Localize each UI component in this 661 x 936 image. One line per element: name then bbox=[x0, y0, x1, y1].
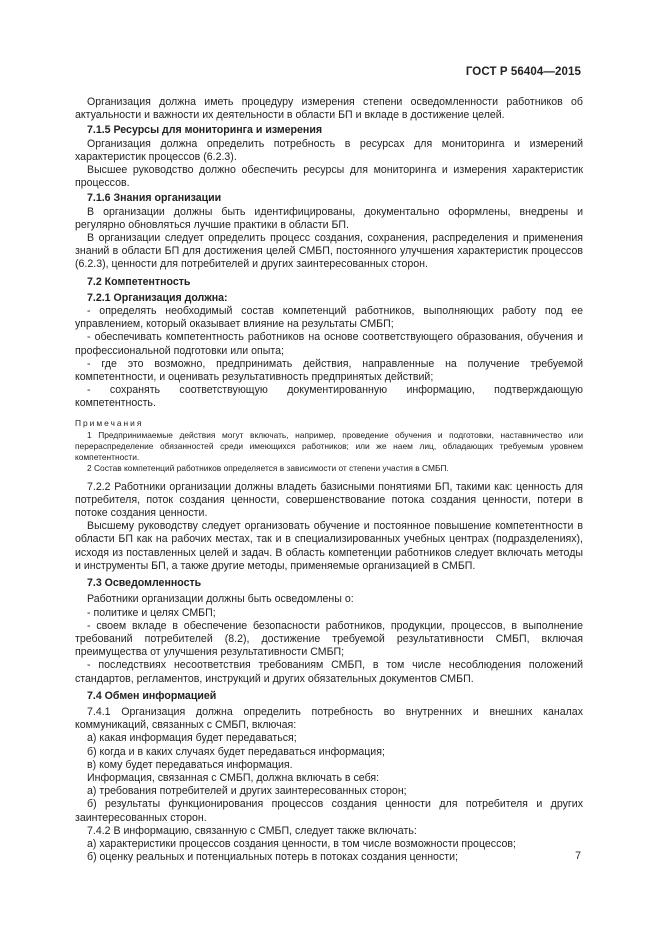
list-item: - где это возможно, предпринимать действия, направленные на получение требуемой компетентности, и оценивать результативность предпринятых действий; bbox=[75, 357, 583, 384]
paragraph: Высшему руководству следует организовать обучение и постоянное повышение компетентности в области БП как на рабочих местах, так и в специализированных учебных центрах (подразделениях), исходя из поставленных целей и задач. В область компетенции работников следует включать методы и инструменты БП, а также другие методы, применяемые организацией в СМБП. bbox=[75, 520, 583, 572]
paragraph: 7.4.2 В информацию, связанную с СМБП, следует также включать: bbox=[87, 824, 417, 837]
paragraph: 7.2.2 Работники организации должны владеть базисными понятиями БП, такими как: ценность для потребителя, поток создания ценности, совершенствование потока создания ценности, потери в потоке создания ценности. bbox=[75, 480, 583, 520]
list-item: б) когда и в каких случаях будет передаваться информация; bbox=[87, 745, 385, 758]
list-item: а) требования потребителей и других заинтересованных сторон; bbox=[87, 785, 407, 798]
paragraph: В организации должны быть идентифицированы, документально оформлены, внедрены и регулярно обновляться лучшие практики в области БП. bbox=[75, 205, 583, 231]
note: 2 Состав компетенций работников определяется в зависимости от степени участия в СМБП. bbox=[87, 462, 449, 473]
list-item: б) оценку реальных и потенциальных потерь в потоках создания ценности; bbox=[87, 851, 458, 864]
list-item: - обеспечивать компетентность работников на основе соответствующего образования, обучения и профессиональной подготовки или опыта; bbox=[75, 331, 583, 357]
note: 1 Предпринимаемые действия могут включать, например, проведение обучения и подготовки, наставничество или перераспределение обязанностей среди имеющихся работников; или же наем лиц, обладающих требуемым уровнем компетентности. bbox=[75, 429, 583, 462]
document-header: ГОСТ Р 56404—2015 bbox=[465, 66, 581, 78]
paragraph: Организация должна иметь процедуру измерения степени осведомленности работников об актуальности и важности их деятельности в области БП и вкладе в достижение целей. bbox=[75, 96, 583, 122]
list-item: - своем вкладе в обеспечение безопасности работников, продукции, процессов, в выполнение требований потребителей (8.2), достижение требуемой результативности СМБП, включая преимущества от улучшения результативности СМБП; bbox=[75, 619, 583, 659]
list-item: - сохранять соответствующую документированную информацию, подтверждающую компетентность. bbox=[75, 384, 583, 410]
list-item: - последствиях несоответствия требованиям СМБП, в том числе несоблюдения положений стандартов, регламентов, инструкций и других обязательных документов СМБП. bbox=[75, 659, 583, 685]
list-item: а) характеристики процессов создания ценности, в том числе возможности процессов; bbox=[87, 837, 516, 850]
document-body bbox=[75, 96, 583, 864]
paragraph: Организация должна определить потребность в ресурсах для мониторинга и измерений характеристик процессов (6.2.3). bbox=[75, 137, 583, 163]
paragraph: Высшее руководство должно обеспечить ресурсы для мониторинга и измерения характеристик процессов. bbox=[75, 164, 583, 190]
section-heading-7-2-1: 7.2.1 Организация должна: bbox=[87, 291, 228, 304]
section-heading-7-1-6: 7.1.6 Знания организации bbox=[87, 192, 222, 205]
section-heading-7-3: 7.3 Осведомленность bbox=[87, 577, 202, 590]
section-heading-7-1-5: 7.1.5 Ресурсы для мониторинга и измерения bbox=[87, 124, 323, 137]
section-heading-7-4: 7.4 Обмен информацией bbox=[87, 689, 217, 702]
list-item: - определять необходимый состав компетенций работников, выполняющих работу под ее управлением, который оказывает влияние на результаты СМБП; bbox=[75, 305, 583, 331]
list-item: б) результаты функционирования процессов создания ценности для потребителя и других заинтересованных сторон. bbox=[75, 798, 583, 824]
list-item: - политике и целях СМБП; bbox=[87, 606, 216, 619]
paragraph: 7.4.1 Организация должна определить потребность во внутренних и внешних каналах коммуникаций, связанных с СМБП, включая: bbox=[75, 705, 583, 732]
paragraph: Работники организации должны быть осведомлены о: bbox=[87, 593, 354, 606]
paragraph: В организации следует определить процесс создания, сохранения, распределения и применения знаний в области БП для достижения целей СМБП, постоянного улучшения характеристик процессов (6.2.3), ценности для потребителей и других заинтересованных сторон. bbox=[75, 232, 583, 271]
list-item: а) какая информация будет передаваться; bbox=[87, 732, 297, 745]
notes-title: Примечания bbox=[75, 417, 144, 428]
list-item: в) кому будет передаваться информация. bbox=[87, 758, 293, 771]
paragraph: Информация, связанная с СМБП, должна включать в себя: bbox=[87, 771, 380, 784]
page-number: 7 bbox=[575, 850, 581, 862]
section-heading-7-2: 7.2 Компетентность bbox=[87, 275, 191, 288]
